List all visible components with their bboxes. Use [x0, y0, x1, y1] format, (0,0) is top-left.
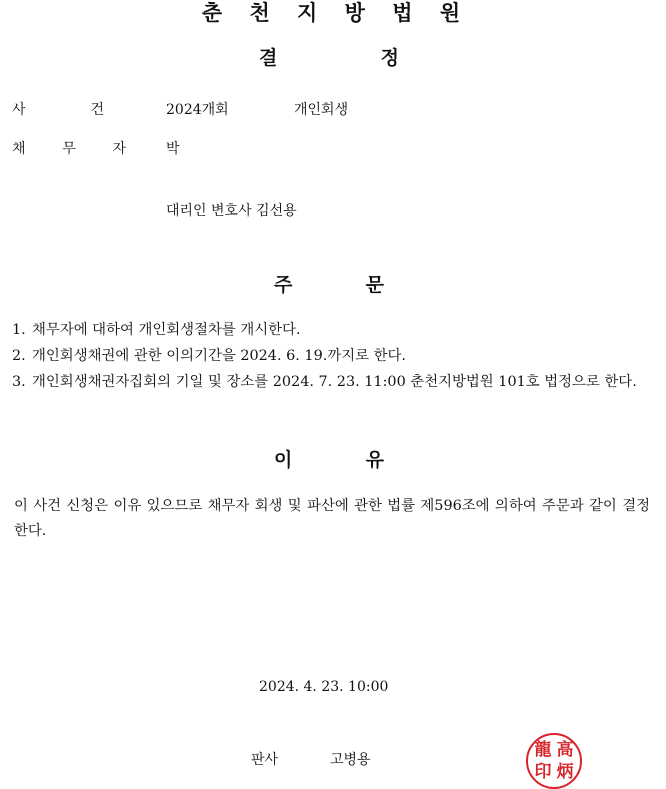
judge-name: 고병용: [330, 752, 371, 768]
court-name: 춘 천 지 방 법 원: [201, 1, 471, 25]
reason-heading: [274, 448, 384, 472]
debtor-name: 박: [166, 141, 180, 157]
debtor-label-char: 자: [112, 141, 126, 157]
order-heading-char-2: 문: [365, 274, 384, 296]
order-item-number: 1.: [12, 322, 26, 338]
case-label-char: 건: [90, 102, 104, 118]
case-label-char: 사: [12, 102, 26, 118]
order-item-text: 개인회생채권자집회의 기일 및 장소를 2024. 7. 23. 11:00 춘천지방법원 101호 법정으로 한다.: [32, 374, 637, 390]
judge-seal: [526, 733, 582, 789]
case-number: 2024개회: [166, 102, 229, 118]
order-item: [12, 318, 652, 343]
order-heading-char-1: 주: [274, 274, 293, 296]
case-type: 개인회생: [294, 102, 349, 118]
seal-char: 印: [534, 761, 552, 782]
case-label: [12, 101, 104, 119]
seal-char: 高: [556, 739, 574, 760]
reason-heading-char-2: 유: [365, 449, 384, 471]
order-heading: [274, 273, 384, 297]
debtor-label-char: 무: [62, 141, 76, 157]
decision-date: 2024. 4. 23. 10:00: [259, 679, 389, 695]
seal-char: 龍: [534, 739, 552, 760]
document-title-char-2: 정: [380, 47, 399, 69]
order-item: [12, 370, 652, 395]
document-title-char-1: 결: [259, 47, 278, 69]
debtor-label: [12, 140, 126, 158]
reason-text: 이 사건 신청은 이유 있으므로 채무자 회생 및 파산에 관한 법률 제596조에 의하여 주문과 같이 결정한다.: [14, 498, 650, 539]
order-item-text: 개인회생채권에 관한 이의기간을 2024. 6. 19.까지로 한다.: [32, 348, 406, 364]
document-title: [259, 46, 399, 70]
debtor-agent: 대리인 변호사 김선용: [166, 203, 297, 219]
reason-heading-char-1: 이: [274, 449, 293, 471]
debtor-label-char: 채: [12, 141, 26, 157]
judge-title: 판사: [251, 752, 279, 768]
order-item-number: 2.: [12, 348, 26, 364]
order-item-text: 채무자에 대하여 개인회생절차를 개시한다.: [32, 322, 301, 338]
order-item-number: 3.: [12, 374, 26, 390]
order-item: [12, 344, 652, 369]
seal-char: 炳: [556, 761, 574, 782]
